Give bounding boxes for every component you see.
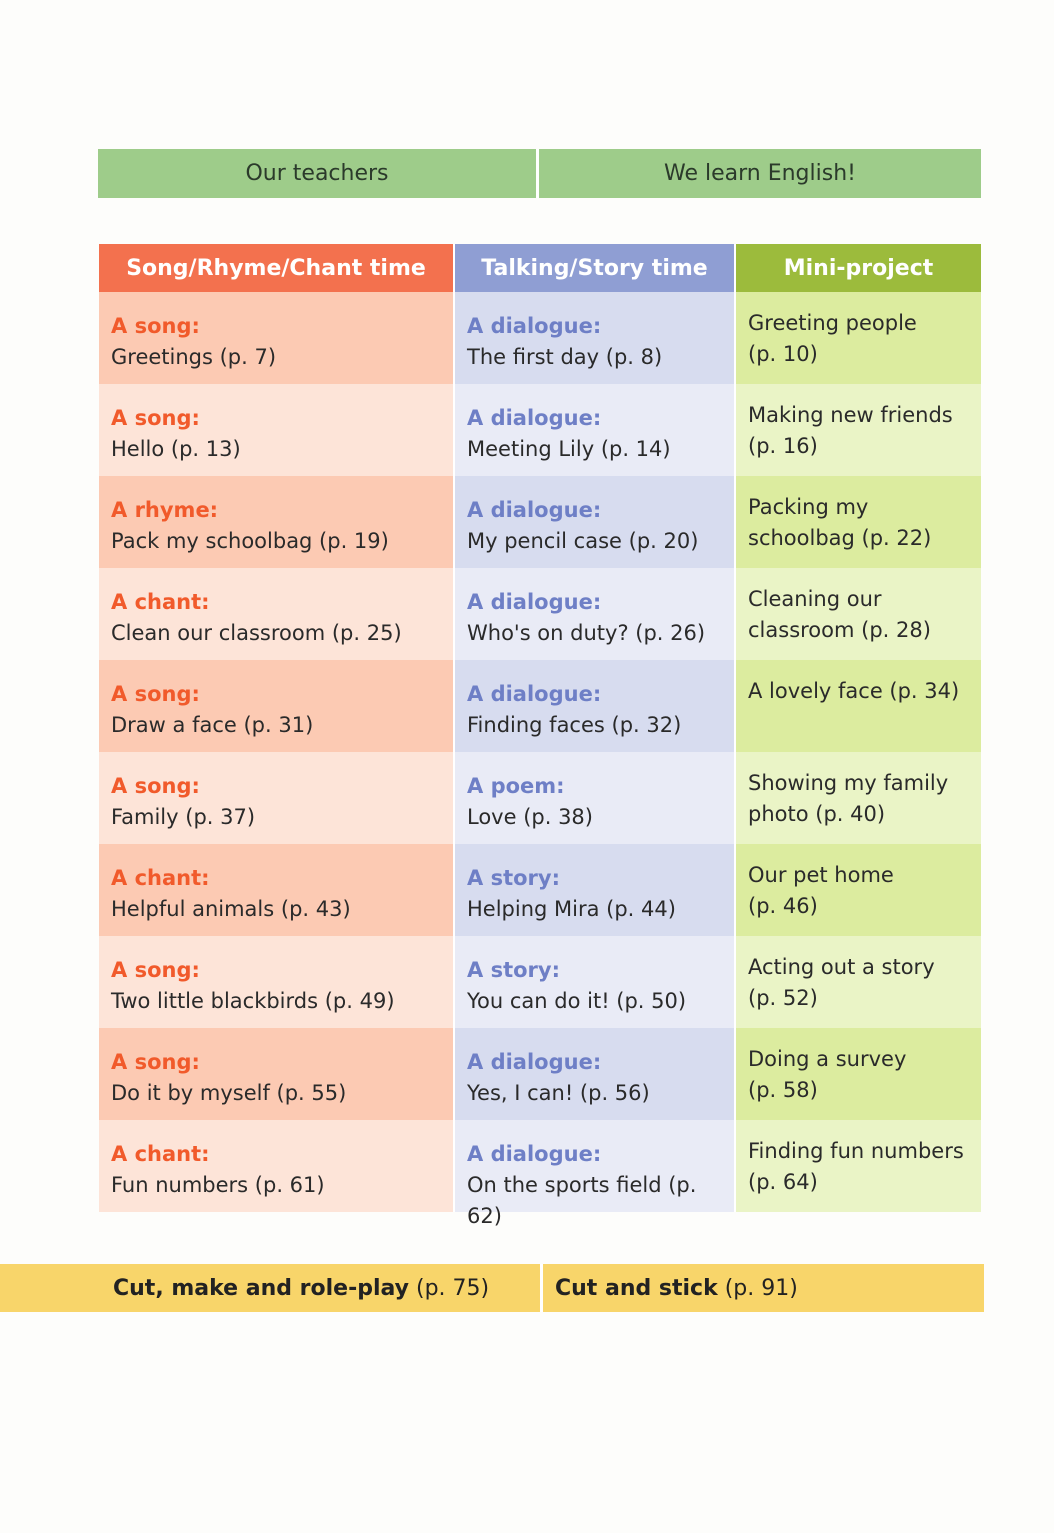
project-line1: Packing my [748, 495, 869, 519]
talking-type-label: A dialogue: [467, 590, 602, 614]
talking-title: Yes, I can! (p. 56) [467, 1081, 650, 1105]
talking-type-label: A story: [467, 958, 560, 982]
song-type-label: A song: [111, 774, 200, 798]
talking-type-label: A dialogue: [467, 682, 602, 706]
song-type-label: A song: [111, 406, 200, 430]
song-title: Do it by myself (p. 55) [111, 1081, 347, 1105]
talking-type-label: A dialogue: [467, 406, 602, 430]
project-line1: Acting out a story [748, 955, 935, 979]
column-header-mini-project: Mini-project [736, 244, 981, 292]
song-title: Draw a face (p. 31) [111, 713, 314, 737]
project-line1: Our pet home [748, 863, 894, 887]
song-type-label: A chant: [111, 1142, 210, 1166]
table-cell-project [736, 844, 981, 936]
project-line2: (p. 10) [748, 342, 818, 366]
table-cell-talking [455, 752, 736, 844]
song-title: Family (p. 37) [111, 805, 256, 829]
song-type-label: A song: [111, 682, 200, 706]
bottom-banner [0, 1264, 984, 1312]
our-teachers-label: Our teachers [98, 149, 536, 198]
talking-type-label: A dialogue: [467, 1142, 602, 1166]
project-line2: schoolbag (p. 22) [748, 526, 932, 550]
table-cell-song [99, 384, 455, 476]
project-line1: Doing a survey [748, 1047, 907, 1071]
table-cell-song [99, 1028, 455, 1120]
table-cell-talking [455, 568, 736, 660]
table-cell-talking [455, 660, 736, 752]
song-title: Helpful animals (p. 43) [111, 897, 351, 921]
table-cell-song [99, 660, 455, 752]
song-type-label: A chant: [111, 866, 210, 890]
table-cell-project [736, 660, 981, 752]
project-line2: (p. 52) [748, 986, 818, 1010]
cut-and-stick-page: (p. 91) [717, 1275, 798, 1301]
table-cell-project [736, 568, 981, 660]
song-title: Two little blackbirds (p. 49) [111, 989, 395, 1013]
table-cell-song [99, 568, 455, 660]
talking-title: The first day (p. 8) [467, 345, 663, 369]
contents-table [99, 244, 981, 1228]
table-cell-talking [455, 292, 736, 384]
talking-type-label: A poem: [467, 774, 565, 798]
cut-make-roleplay-label: Cut, make and role-play [113, 1275, 410, 1301]
song-type-label: A song: [111, 314, 200, 338]
table-cell-project [736, 384, 981, 476]
song-title: Hello (p. 13) [111, 437, 241, 461]
table-cell-talking [455, 1028, 736, 1120]
talking-title: Finding faces (p. 32) [467, 713, 682, 737]
song-title: Greetings (p. 7) [111, 345, 277, 369]
top-banner [98, 149, 981, 198]
song-title: Fun numbers (p. 61) [111, 1173, 325, 1197]
project-line1: Finding fun numbers [748, 1139, 964, 1163]
cut-make-roleplay-item [0, 1264, 540, 1312]
talking-title: On the sports field (p. 62) [467, 1173, 697, 1228]
table-cell-project [736, 936, 981, 1028]
song-type-label: A rhyme: [111, 498, 219, 522]
talking-title: Who's on duty? (p. 26) [467, 621, 706, 645]
table-cell-song [99, 936, 455, 1028]
talking-type-label: A dialogue: [467, 1050, 602, 1074]
table-cell-project [736, 476, 981, 568]
table-cell-project [736, 1028, 981, 1120]
cut-and-stick-label: Cut and stick [555, 1275, 718, 1301]
table-cell-talking [455, 936, 736, 1028]
table-cell-project [736, 1120, 981, 1212]
table-cell-talking [455, 476, 736, 568]
talking-title: Helping Mira (p. 44) [467, 897, 676, 921]
talking-type-label: A dialogue: [467, 314, 602, 338]
talking-type-label: A dialogue: [467, 498, 602, 522]
project-line2: (p. 58) [748, 1078, 818, 1102]
project-line1: Greeting people [748, 311, 917, 335]
column-header-talking: Talking/Story time [455, 244, 736, 292]
project-line2: (p. 64) [748, 1170, 818, 1194]
table-cell-talking [455, 844, 736, 936]
project-line1: A lovely face (p. 34) [748, 679, 960, 703]
table-cell-song [99, 844, 455, 936]
we-learn-english-label: We learn English! [539, 149, 981, 198]
column-header-song: Song/Rhyme/Chant time [99, 244, 455, 292]
song-type-label: A song: [111, 1050, 200, 1074]
talking-title: Love (p. 38) [467, 805, 593, 829]
table-cell-talking [455, 384, 736, 476]
table-cell-song [99, 752, 455, 844]
table-cell-song [99, 292, 455, 384]
song-type-label: A chant: [111, 590, 210, 614]
song-title: Clean our classroom (p. 25) [111, 621, 402, 645]
project-line1: Making new friends [748, 403, 953, 427]
table-cell-talking [455, 1120, 736, 1228]
table-cell-song [99, 1120, 455, 1212]
talking-title: Meeting Lily (p. 14) [467, 437, 671, 461]
project-line2: (p. 46) [748, 894, 818, 918]
cut-make-roleplay-page: (p. 75) [409, 1275, 490, 1301]
table-cell-project [736, 752, 981, 844]
table-cell-project [736, 292, 981, 384]
song-title: Pack my schoolbag (p. 19) [111, 529, 389, 553]
talking-title: My pencil case (p. 20) [467, 529, 699, 553]
project-line2: (p. 16) [748, 434, 818, 458]
table-cell-song [99, 476, 455, 568]
talking-type-label: A story: [467, 866, 560, 890]
project-line2: classroom (p. 28) [748, 618, 931, 642]
cut-and-stick-item [543, 1264, 984, 1312]
talking-title: You can do it! (p. 50) [467, 989, 687, 1013]
song-type-label: A song: [111, 958, 200, 982]
project-line2: photo (p. 40) [748, 802, 886, 826]
project-line1: Showing my family [748, 771, 949, 795]
project-line1: Cleaning our [748, 587, 882, 611]
